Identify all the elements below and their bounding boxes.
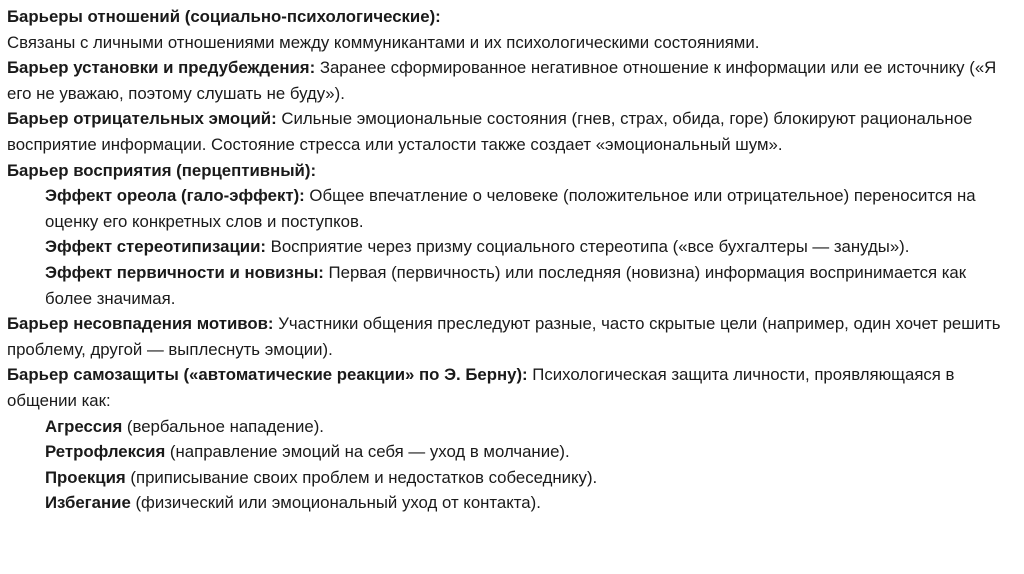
definition-text: Первая (первичность) или последняя (новизна) информация воспринимается как более значимая.	[45, 262, 967, 308]
section-heading-relationship-barriers	[7, 4, 1014, 30]
term-text: Ретрофлексия	[45, 442, 166, 462]
definition-text: (физический или эмоциональный уход от контакта).	[130, 493, 541, 513]
subitem-primacy-recency-effect	[7, 260, 1014, 311]
definition-text: Заранее сформированное негативное отношение к информации или ее источнику («Я его не уважаю, поэтому слушать не буду»).	[7, 58, 997, 103]
term-text: Агрессия	[45, 416, 123, 436]
definition-text: Общее впечатление о человеке (положительное или отрицательное) переносится на оценку его конкретных слов и поступков.	[45, 186, 976, 231]
subitem-avoidance	[7, 490, 1014, 516]
item-negative-emotions-barrier	[7, 106, 1014, 157]
definition-text: (приписывание своих проблем и недостатков собеседнику).	[125, 467, 598, 487]
term-text: Барьер несовпадения мотивов:	[7, 314, 274, 334]
definition-text: (вербальное нападение).	[122, 416, 324, 436]
subitem-stereotype-effect	[7, 234, 1014, 260]
term-text: Барьер восприятия (перцептивный):	[7, 160, 317, 180]
body-text: Связаны с личными отношениями между коммуникантами и их психологическими состояниями.	[7, 32, 760, 52]
definition-text: Сильные эмоциональные состояния (гнев, страх, обида, горе) блокируют рациональное восприятие информации. Состояние стресса или усталости также создает «эмоциональный шум».	[7, 109, 973, 154]
subitem-aggression	[7, 414, 1014, 440]
item-motive-mismatch-barrier	[7, 311, 1014, 362]
definition-text: Восприятие через призму социального стереотипа («все бухгалтеры — зануды»).	[265, 237, 910, 257]
definition-text: Психологическая защита личности, проявляющаяся в общении как:	[7, 365, 955, 410]
term-text: Проекция	[45, 467, 126, 487]
term-text: Барьер самозащиты («автоматические реакции» по Э. Берну):	[7, 365, 528, 385]
subitem-retroflection	[7, 439, 1014, 465]
subitem-projection	[7, 465, 1014, 491]
term-text: Избегание	[45, 493, 131, 513]
definition-text: (направление эмоций на себя — уход в молчание).	[165, 442, 570, 462]
term-text: Барьер установки и предубеждения:	[7, 58, 316, 78]
term-text: Эффект первичности и новизны:	[45, 262, 324, 282]
term-text: Эффект стереотипизации:	[45, 237, 266, 257]
subitem-halo-effect	[7, 183, 1014, 234]
section-description	[7, 30, 1014, 56]
term-text: Барьер отрицательных эмоций:	[7, 109, 277, 129]
item-attitude-prejudice-barrier	[7, 55, 1014, 106]
definition-text: Участники общения преследуют разные, часто скрытые цели (например, один хочет решить проблему, другой — выплеснуть эмоции).	[7, 314, 1001, 359]
heading-text: Барьеры отношений (социально-психологические):	[7, 7, 441, 26]
term-text: Эффект ореола (гало-эффект):	[45, 186, 305, 206]
item-self-defense-barrier	[7, 362, 1014, 413]
item-perception-barrier	[7, 158, 1014, 184]
